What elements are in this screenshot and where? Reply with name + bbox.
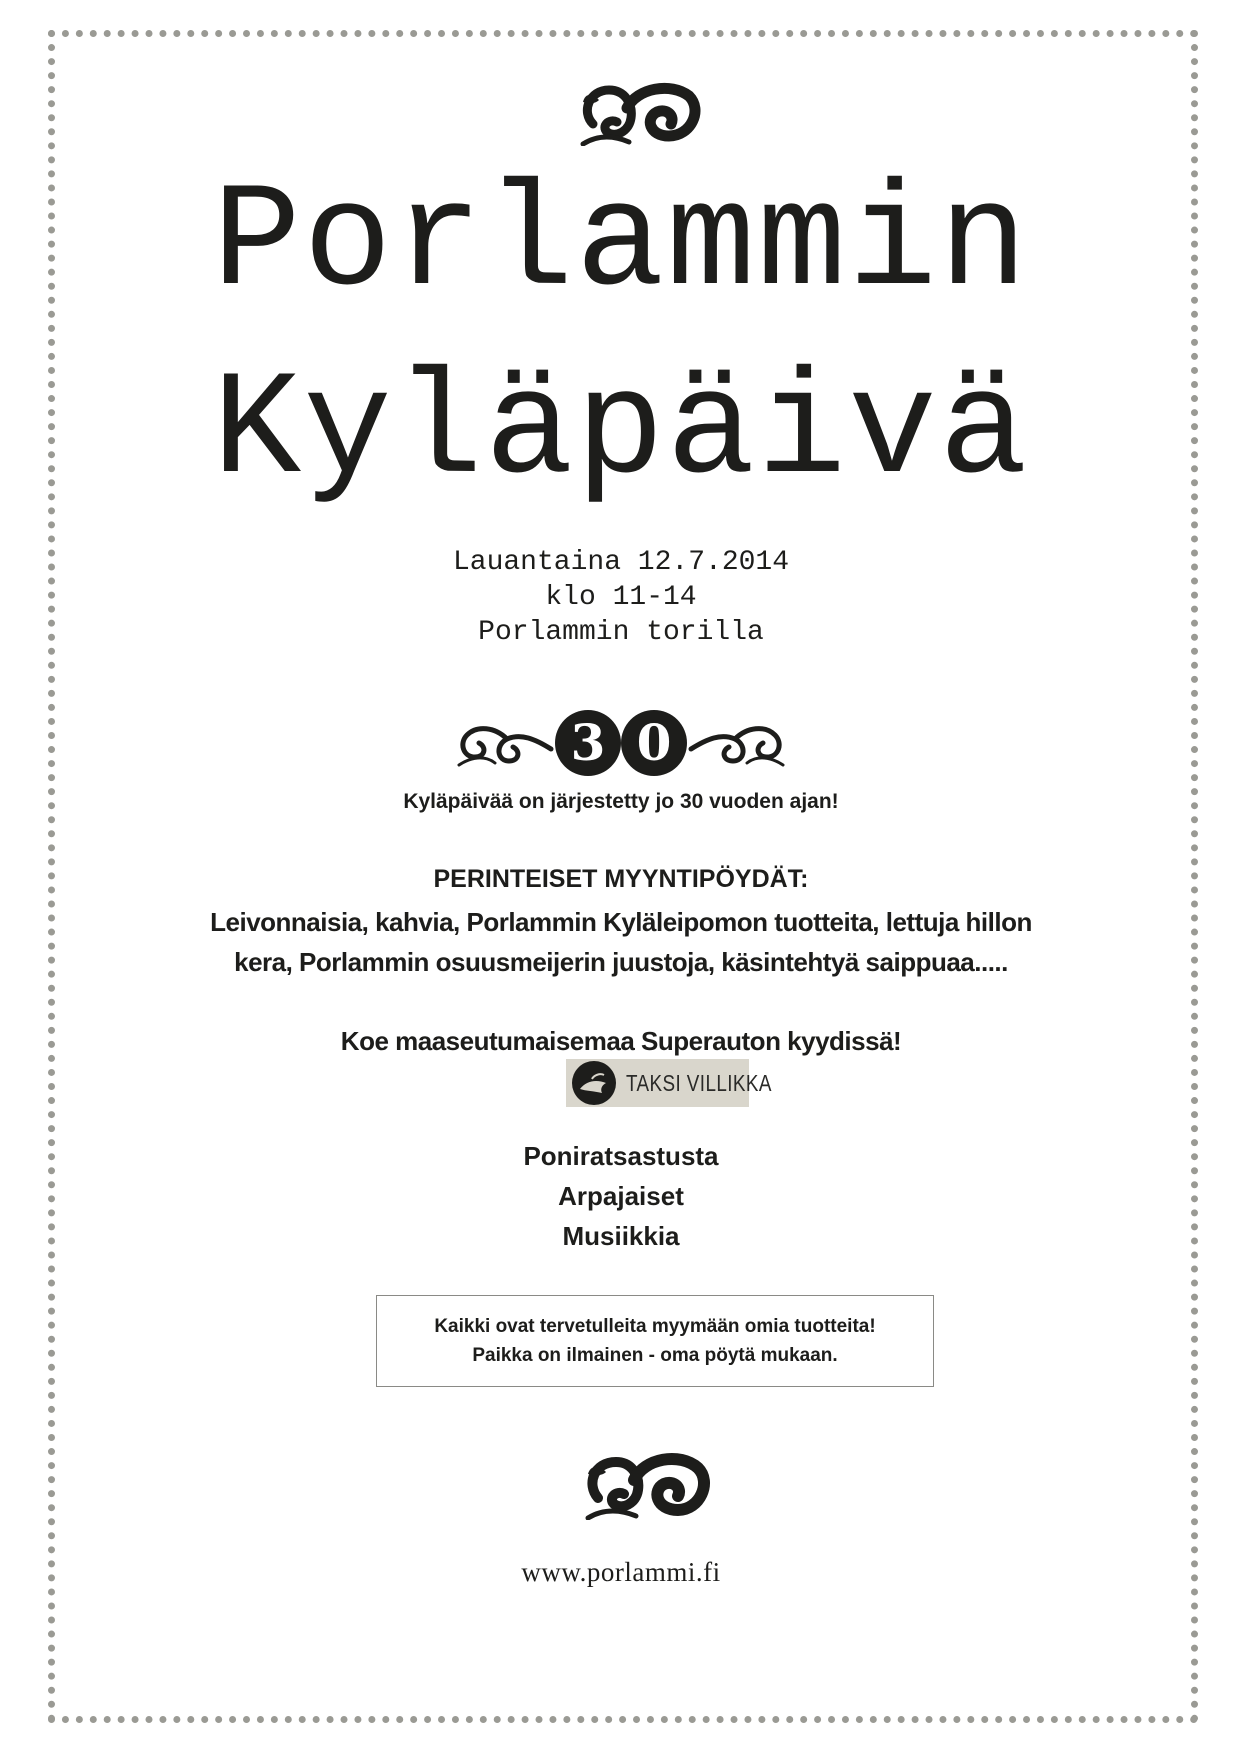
- event-time: klo 11-14: [545, 582, 697, 613]
- flourish-ornament-bottom: [584, 1448, 714, 1520]
- badge-digit-3: 3: [555, 710, 621, 776]
- notice-line-2: Paikka on ilmainen - oma pöytä mukaan.: [472, 1345, 838, 1366]
- taksi-villikka-logo: [566, 1059, 772, 1107]
- anniversary-text: Kyläpäivää on järjestetty jo 30 vuoden ajan!: [403, 790, 839, 813]
- ride-text: Koe maaseutumaisemaa Superauton kyydissä!: [340, 1026, 902, 1056]
- event-details: [0, 545, 1242, 650]
- sales-line-1: Leivonnaisia, kahvia, Porlammin Kyläleipomon tuotteita, lettuja hillon: [210, 907, 1032, 937]
- activity-item: Poniratsastusta: [523, 1141, 719, 1171]
- notice-line-1: Kaikki ovat tervetulleita myymään omia tuotteita!: [434, 1316, 876, 1337]
- event-date: Lauantaina 12.7.2014: [452, 547, 790, 578]
- activity-item: Musiikkia: [562, 1221, 680, 1251]
- sales-line-2: kera, Porlammin osuusmeijerin juustoja, käsintehtyä saippuaa.....: [234, 947, 1008, 977]
- activities-list: [0, 1136, 1242, 1256]
- website-link[interactable]: www.porlammi.fi: [521, 1557, 721, 1587]
- notice-box: [376, 1295, 934, 1387]
- anniversary-badge: [0, 706, 1242, 780]
- title-line-2: Kyläpäivä: [212, 349, 1030, 516]
- sales-heading: PERINTEISET MYYNTIPÖYDÄT:: [433, 865, 809, 893]
- right-scroll-ornament: [687, 713, 787, 773]
- badge-digit-0: 0: [621, 710, 687, 776]
- logo-text: TAKSI VILLIKKA: [626, 1069, 772, 1096]
- event-place: Porlammin torilla: [478, 617, 764, 648]
- taxi-horse-icon: [572, 1061, 616, 1105]
- activity-item: Arpajaiset: [558, 1181, 684, 1211]
- left-scroll-ornament: [455, 713, 555, 773]
- title-line-1: Porlammin: [212, 161, 1030, 328]
- flourish-ornament-top: [579, 78, 703, 146]
